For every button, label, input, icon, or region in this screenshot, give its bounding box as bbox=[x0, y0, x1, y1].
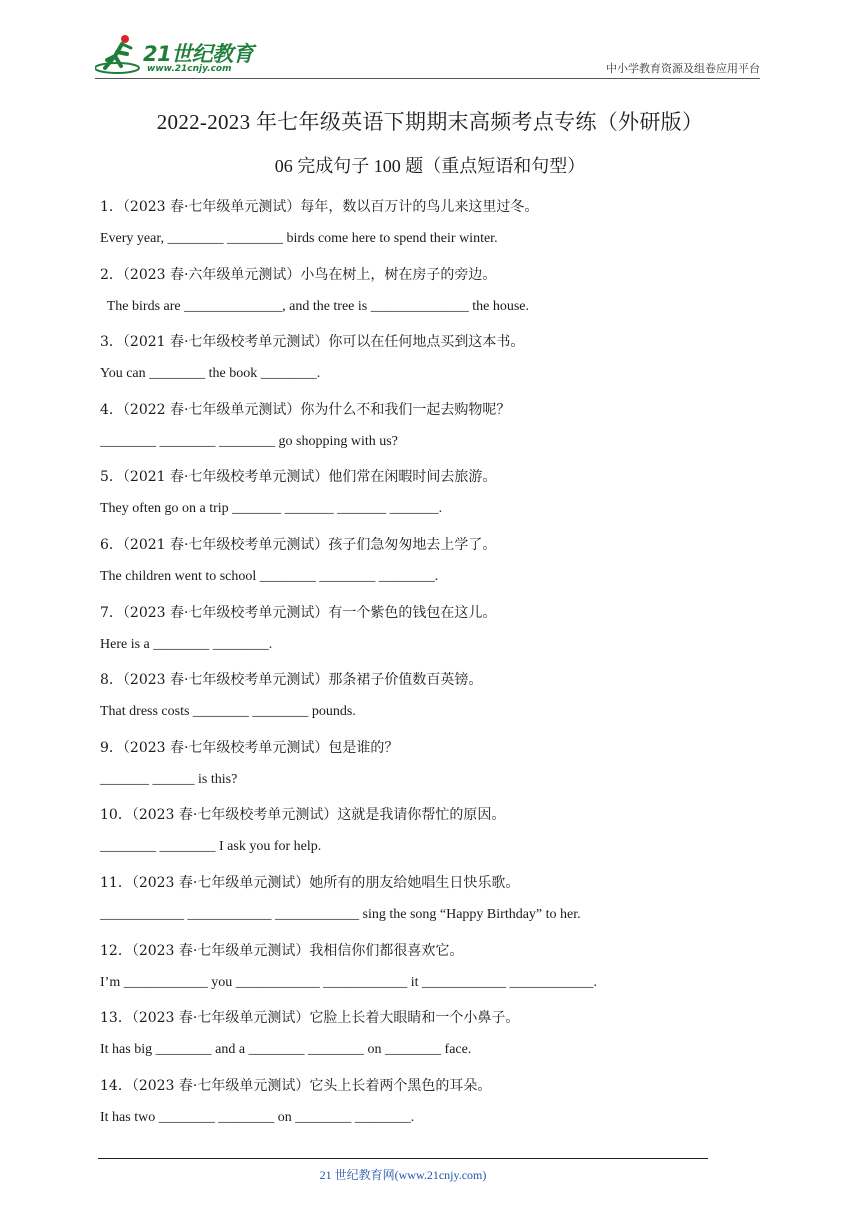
question-prompt: 1．（2023 春·七年级单元测试）每年，数以百万计的鸟儿来这里过冬。 bbox=[100, 199, 539, 215]
header-tagline: 中小学教育资源及组卷应用平台 bbox=[606, 62, 760, 75]
question-list bbox=[100, 192, 740, 1138]
question-item bbox=[100, 598, 740, 666]
question-answer-line: You can ________ the book ________. bbox=[100, 366, 321, 382]
question-answer-line: ____________ ____________ ____________ sing the song “Happy Birthday” to her. bbox=[100, 906, 581, 922]
page-header bbox=[95, 28, 760, 80]
question-answer-line: That dress costs ________ ________ pounds. bbox=[100, 704, 356, 720]
question-prompt: 10．（2023 春·七年级校考单元测试）这就是我请你帮忙的原因。 bbox=[100, 807, 506, 824]
question-answer-line: The children went to school ________ ________ ________. bbox=[100, 568, 439, 584]
question-item bbox=[100, 733, 740, 801]
question-prompt: 3．（2021 春·七年级校考单元测试）你可以在任何地点买到这本书。 bbox=[100, 334, 525, 351]
question-item bbox=[100, 462, 740, 530]
question-prompt: 11．（2023 春·七年级单元测试）她所有的朋友给她唱生日快乐歌。 bbox=[100, 874, 520, 891]
question-item bbox=[100, 530, 740, 598]
question-item bbox=[100, 665, 740, 733]
question-item bbox=[100, 1071, 740, 1139]
page-footer: 21 世纪教育网(www.21cnjy.com) bbox=[319, 1168, 487, 1182]
question-prompt: 7．（2023 春·七年级校考单元测试）有一个紫色的钱包在这儿。 bbox=[100, 604, 497, 621]
question-item bbox=[100, 800, 740, 868]
runner-logo-icon bbox=[95, 32, 145, 76]
question-answer-line: They often go on a trip _______ _______ _______ _______. bbox=[100, 501, 443, 517]
header-divider bbox=[95, 78, 760, 79]
question-prompt: 2．（2023 春·六年级单元测试）小鸟在树上，树在房子的旁边。 bbox=[100, 266, 497, 283]
logo-text: 21世纪教育 bbox=[143, 42, 254, 66]
question-item bbox=[100, 192, 740, 260]
question-prompt: 14．（2023 春·七年级单元测试）它头上长着两个黑色的耳朵。 bbox=[100, 1077, 492, 1094]
question-item bbox=[100, 936, 740, 1004]
question-answer-line: ________ ________ ________ go shopping with us? bbox=[100, 433, 398, 449]
question-item bbox=[100, 1003, 740, 1071]
question-item bbox=[100, 868, 740, 936]
page-subtitle: 06 完成句子 100 题（重点短语和句型） bbox=[274, 156, 586, 176]
question-prompt: 4．（2022 春·七年级单元测试）你为什么不和我们一起去购物呢？ bbox=[100, 401, 511, 418]
page-title: 2022-2023 年七年级英语下期期末高频考点专练（外研版） bbox=[156, 110, 704, 134]
question-answer-line: It has big ________ and a ________ ________ on ________ face. bbox=[100, 1042, 472, 1058]
question-answer-line: I’m ____________ you ____________ ____________ it ____________ ____________. bbox=[100, 974, 597, 990]
question-item bbox=[100, 260, 740, 328]
question-prompt: 6．（2021 春·七年级校考单元测试）孩子们急匆匆地去上学了。 bbox=[100, 536, 497, 553]
question-prompt: 8．（2023 春·七年级校考单元测试）那条裙子价值数百英镑。 bbox=[100, 672, 483, 689]
question-answer-line: Every year, ________ ________ birds come here to spend their winter. bbox=[100, 231, 498, 246]
question-prompt: 9．（2023 春·七年级校考单元测试）包是谁的？ bbox=[100, 739, 399, 756]
question-prompt: 12．（2023 春·七年级单元测试）我相信你们都很喜欢它。 bbox=[100, 942, 464, 959]
question-answer-line: _______ ______ is this? bbox=[100, 771, 238, 787]
question-item bbox=[100, 327, 740, 395]
question-answer-line: It has two ________ ________ on ________ ________. bbox=[100, 1109, 415, 1125]
logo-url: www.21cnjy.com bbox=[147, 64, 232, 74]
question-answer-line: Here is a ________ ________. bbox=[100, 636, 273, 652]
footer-divider bbox=[98, 1158, 708, 1159]
question-answer-line: ________ ________ I ask you for help. bbox=[100, 839, 322, 855]
question-item bbox=[100, 395, 740, 463]
logo bbox=[95, 32, 265, 76]
question-prompt: 13．（2023 春·七年级单元测试）它脸上长着大眼睛和一个小鼻子。 bbox=[100, 1010, 520, 1027]
question-prompt: 5．（2021 春·七年级校考单元测试）他们常在闲暇时间去旅游。 bbox=[100, 469, 497, 486]
question-answer-line: The birds are ______________, and the tree is ______________ the house. bbox=[100, 298, 530, 314]
